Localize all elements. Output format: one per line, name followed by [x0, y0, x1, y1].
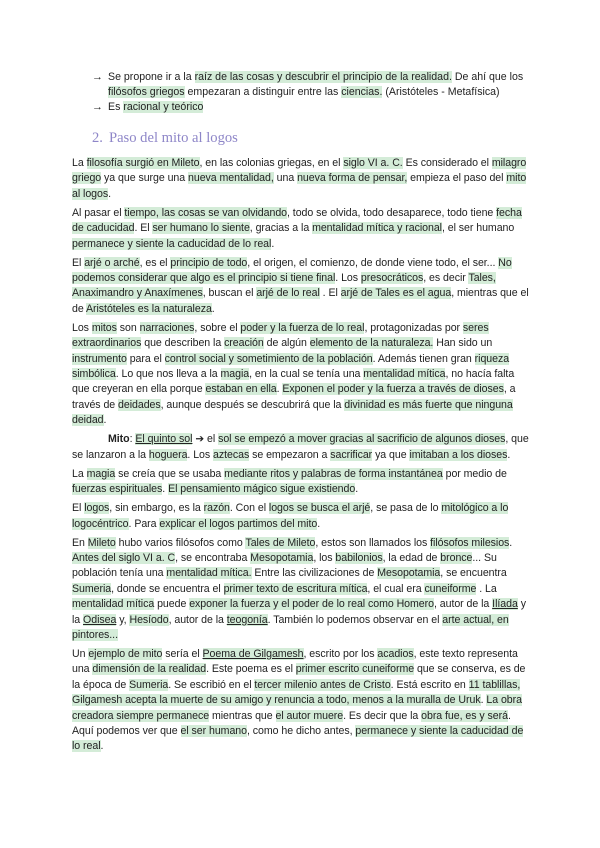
text-run: El: [72, 256, 85, 269]
highlighted-text: mentalidad mítica y racional: [312, 222, 442, 235]
text-run: que se conserva, es de la época de: [72, 663, 526, 691]
highlighted-text: cuneiforme: [424, 582, 477, 595]
text-run: La: [72, 467, 87, 480]
text-run: , se encuentra: [440, 567, 507, 580]
text-run: , protagonizadas por: [364, 321, 463, 334]
text-run: hubo varios filósofos como: [115, 536, 246, 549]
highlighted-text: 11 tablillas, Gilgamesh acepta la muerte de su amigo y renuncia a todo, menos a la muralla de Uruk: [72, 678, 521, 707]
highlighted-text: Poema de Gilgamesh: [202, 647, 304, 660]
highlighted-text: arte actual, en pintores...: [72, 613, 509, 641]
highlighted-text: control social y sometimiento de la población: [164, 352, 373, 365]
highlighted-text: mentalidad mítica.: [166, 567, 252, 580]
text-run: empieza el paso del: [407, 172, 507, 185]
text-run: ... Su población tenía una: [72, 551, 497, 580]
highlighted-text: permanece y siente la caducidad de lo real: [72, 237, 272, 250]
highlighted-text: mito al logos: [72, 172, 527, 200]
highlighted-text: nueva mentalidad,: [188, 172, 274, 185]
highlighted-text: el autor muere: [275, 709, 344, 722]
text-run: empezaran a distinguir entre las: [184, 86, 342, 98]
text-run: , la edad de: [382, 551, 441, 564]
text-run: , autor de la: [168, 613, 227, 626]
highlighted-text: mentalidad mítica: [72, 598, 155, 611]
paragraph: [72, 432, 530, 463]
paragraph: [72, 536, 530, 644]
bullet-list: [92, 70, 530, 115]
highlighted-text: razón: [203, 502, 230, 515]
paragraph: [72, 256, 530, 318]
bullet-item: [92, 70, 530, 100]
text-run: , es decir: [423, 272, 469, 285]
text-run: , sin embargo, es la: [109, 502, 204, 515]
highlighted-text: arjé o arché: [84, 256, 140, 269]
text-run: .: [507, 448, 511, 461]
text-run: .: [211, 302, 215, 315]
highlighted-text: obra fue, es y será: [421, 709, 508, 722]
highlighted-text: Mesopotamia: [377, 567, 441, 580]
text-run: .: [100, 740, 104, 753]
highlighted-text: milagro griego: [72, 157, 527, 185]
highlighted-text: El pensamiento mágico sigue existiendo: [168, 483, 356, 496]
text-run: Es: [108, 101, 124, 113]
highlighted-text: raíz de las cosas y descubrir el principio de la realidad.: [194, 71, 452, 83]
text-run: y la: [72, 598, 526, 626]
text-run: .: [509, 536, 513, 549]
highlighted-text: Ilíada: [492, 598, 518, 611]
highlighted-text: deidades: [118, 398, 161, 411]
highlighted-text: filósofos milesios: [430, 536, 510, 549]
text-run: , como he dicho antes,: [246, 724, 356, 737]
highlighted-text: El quinto sol: [135, 433, 193, 446]
text-run: , a través de: [72, 383, 516, 411]
highlighted-text: hoguera: [148, 448, 188, 461]
arrow-bullet-icon: →: [92, 101, 103, 113]
highlighted-text: siglo VI a. C.: [343, 157, 403, 169]
text-run: sería el: [162, 647, 203, 660]
highlighted-text: mitológico a lo logocéntrico: [72, 502, 509, 530]
highlighted-text: Odisea: [83, 613, 117, 626]
section-number: 2.: [92, 130, 103, 146]
highlighted-text: filosofía surgió en Mileto: [86, 157, 200, 169]
text-run: puede: [154, 598, 190, 611]
text-run: , se encontraba: [175, 551, 251, 564]
text-run: , sobre el: [194, 321, 241, 334]
text-run: de algún: [263, 337, 310, 350]
highlighted-text: riqueza simbólica: [72, 352, 510, 381]
highlighted-text: nueva forma de pensar,: [297, 172, 408, 185]
text-run: . Los: [187, 448, 214, 461]
text-run: :: [129, 433, 136, 446]
highlighted-text: primer escrito cuneiforme: [295, 663, 415, 676]
text-run: . Los: [335, 272, 361, 285]
text-run: , buscan el: [202, 287, 257, 300]
text-run: , el origen, el comienzo, de donde viene todo, el ser...: [247, 256, 499, 269]
text-run: ya que surge una: [101, 172, 189, 185]
text-run: . La: [476, 582, 497, 595]
text-run: , donde se encuentra el: [111, 582, 224, 595]
text-run: Un: [72, 647, 89, 660]
highlighted-text: La obra creadora siempre permanece: [72, 694, 522, 722]
text-run: Entre las civilizaciones de: [251, 567, 378, 580]
highlighted-text: el ser humano: [180, 724, 247, 737]
bullet-text: [108, 70, 530, 100]
highlighted-text: teogonía: [226, 613, 268, 626]
text-run: , este texto representa una: [72, 647, 518, 676]
text-run: Los: [72, 321, 92, 334]
paragraph: [72, 467, 530, 498]
text-run: . Con el: [229, 502, 269, 515]
highlighted-text: dimensión de la realidad: [92, 663, 207, 676]
text-run: que describen la: [141, 337, 225, 350]
text-run: , que se lanzaron a la: [72, 433, 529, 461]
text-run: para el: [126, 352, 165, 365]
bullet-item: [92, 100, 530, 115]
highlighted-text: tercer milenio antes de Cristo: [254, 678, 391, 691]
text-run: , aunque después se descubrirá que la: [160, 398, 345, 411]
text-run: ya que: [372, 448, 410, 461]
text-run: Se propone ir a la: [108, 71, 195, 83]
text-run: El: [72, 502, 85, 515]
text-run: . El: [134, 222, 153, 235]
text-run: .: [271, 237, 275, 250]
highlighted-text: sol se empezó a mover gracias al sacrificio de algunos dioses: [218, 433, 506, 446]
text-run: Mito: [108, 433, 130, 446]
text-run: , es el: [139, 256, 171, 269]
highlighted-text: elemento de la naturaleza.: [309, 337, 434, 350]
highlighted-text: mediante ritos y palabras de forma instantánea: [224, 467, 443, 480]
text-run: se creía que se usaba: [115, 467, 225, 480]
highlighted-text: mitos: [91, 321, 117, 334]
section-title: Paso del mito al logos: [108, 130, 238, 146]
text-run: , estos son llamados los: [315, 536, 431, 549]
text-run: .: [480, 694, 487, 707]
text-run: . Es decir que la: [343, 709, 422, 722]
text-run: Han sido un: [433, 337, 493, 350]
text-run: , el cual era: [367, 582, 425, 595]
text-run: , el ser humano: [441, 222, 515, 235]
highlighted-text: ser humano lo siente: [152, 222, 250, 235]
text-run: una: [273, 172, 298, 185]
highlighted-text: Hesíodo: [129, 613, 169, 626]
highlighted-text: presocráticos: [360, 272, 424, 285]
text-run: . Además tienen gran: [372, 352, 475, 365]
highlighted-text: Exponen el poder y la fuerza a través de dioses: [282, 383, 504, 396]
highlighted-text: Tales de Mileto: [245, 536, 316, 549]
highlighted-text: filósofos griegos: [108, 86, 185, 98]
text-run: . Para: [128, 517, 160, 530]
highlighted-text: arjé de Tales es el agua: [340, 287, 452, 300]
highlighted-text: logos se busca el arjé: [268, 502, 371, 515]
text-run: , mientras que el de: [72, 287, 529, 315]
highlighted-text: seres extraordinarios: [72, 321, 489, 350]
highlighted-text: Mesopotamia: [250, 551, 314, 564]
text-run: .: [103, 414, 107, 427]
highlighted-text: instrumento: [72, 352, 127, 365]
highlighted-text: sacrificar: [330, 448, 373, 461]
text-run: son: [116, 321, 140, 334]
text-run: .: [276, 383, 283, 396]
highlighted-text: magia: [86, 467, 116, 480]
highlighted-text: aztecas: [213, 448, 250, 461]
section-heading: [92, 129, 530, 147]
text-run: . También lo podemos observar en el: [267, 613, 443, 626]
highlighted-text: No podemos considerar que algo es el principio si tiene final: [72, 256, 512, 285]
highlighted-text: divinidad es más fuerte que ninguna deidad: [72, 398, 513, 427]
text-run: .: [355, 483, 359, 496]
text-run: por medio de: [442, 467, 507, 480]
highlighted-text: creación: [224, 337, 264, 350]
text-run: , se pasa de lo: [370, 502, 442, 515]
highlighted-text: babilonios: [335, 551, 383, 564]
paragraph: [72, 647, 530, 755]
text-run: . Aquí podemos ver que: [72, 709, 511, 737]
text-run: La: [72, 157, 87, 169]
paragraph: [72, 321, 530, 429]
paragraph: [72, 206, 530, 252]
highlighted-text: acadios: [377, 647, 414, 660]
text-run: mientras que: [209, 709, 276, 722]
highlighted-text: Sumeria: [72, 582, 112, 595]
highlighted-text: bronce: [440, 551, 473, 564]
highlighted-text: exponer la fuerza y el poder de lo real como Homero: [189, 598, 434, 611]
text-run: .: [317, 517, 321, 530]
text-run: .: [108, 187, 112, 200]
text-run: , escrito por los: [303, 647, 378, 660]
text-run: , en la cual se tenía una: [249, 368, 364, 381]
text-run: Al pasar el: [72, 206, 125, 219]
text-run: , todo se olvida, todo desaparece, todo tiene: [287, 206, 497, 219]
text-run: se empezaron a: [249, 448, 331, 461]
text-run: , autor de la: [433, 598, 493, 611]
text-run: . Se escribió en el: [168, 678, 255, 691]
highlighted-text: ejemplo de mito: [88, 647, 163, 660]
highlighted-text: primer texto de escritura mítica: [223, 582, 368, 595]
text-run: , en las colonias griegas, en el: [199, 157, 344, 169]
highlighted-text: Sumeria: [129, 678, 169, 691]
text-run: . El: [319, 287, 341, 300]
text-run: , los: [313, 551, 336, 564]
highlighted-text: Mileto: [87, 536, 116, 549]
text-run: . Está escrito en: [390, 678, 469, 691]
highlighted-text: poder y la fuerza de lo real: [240, 321, 365, 334]
highlighted-text: imitaban a los dioses: [409, 448, 508, 461]
highlighted-text: permanece y siente la caducidad de lo real: [72, 724, 524, 753]
highlighted-text: ciencias.: [341, 86, 383, 98]
text-run: .: [162, 483, 169, 496]
highlighted-text: fuerzas espirituales: [72, 483, 163, 496]
text-run: ➔ el: [192, 433, 219, 446]
highlighted-text: Aristóteles es la naturaleza: [86, 302, 212, 315]
bullet-text: [108, 100, 530, 115]
highlighted-text: mentalidad mítica: [363, 368, 446, 381]
paragraph: [72, 501, 530, 532]
highlighted-text: explicar el logos partimos del mito: [159, 517, 318, 530]
highlighted-text: racional y teórico: [123, 101, 204, 113]
highlighted-text: estaban en ella: [205, 383, 277, 396]
highlighted-text: fecha de caducidad: [72, 206, 522, 235]
text-run: (Aristóteles - Metafísica): [382, 86, 500, 98]
text-run: y,: [116, 613, 130, 626]
text-run: Es considerado el: [402, 157, 492, 169]
highlighted-text: Tales, Anaximandro y Anaxímenes: [72, 272, 496, 300]
highlighted-text: arjé de lo real: [256, 287, 320, 300]
highlighted-text: magia: [220, 368, 250, 381]
highlighted-text: narraciones: [139, 321, 195, 334]
paragraph: [72, 156, 530, 202]
text-run: De ahí que los: [451, 71, 524, 83]
text-run: . Lo que nos lleva a la: [115, 368, 221, 381]
text-run: En: [72, 536, 88, 549]
highlighted-text: logos: [84, 502, 110, 515]
text-run: , no hacía falta que creyeran en ella porque: [72, 368, 515, 396]
arrow-bullet-icon: →: [92, 71, 103, 83]
text-run: . Este poema es el: [206, 663, 296, 676]
text-run: , gracias a la: [249, 222, 313, 235]
highlighted-text: tiempo, las cosas se van olvidando: [124, 206, 288, 219]
highlighted-text: Antes del siglo VI a. C: [72, 551, 176, 564]
highlighted-text: principio de todo: [170, 256, 248, 269]
